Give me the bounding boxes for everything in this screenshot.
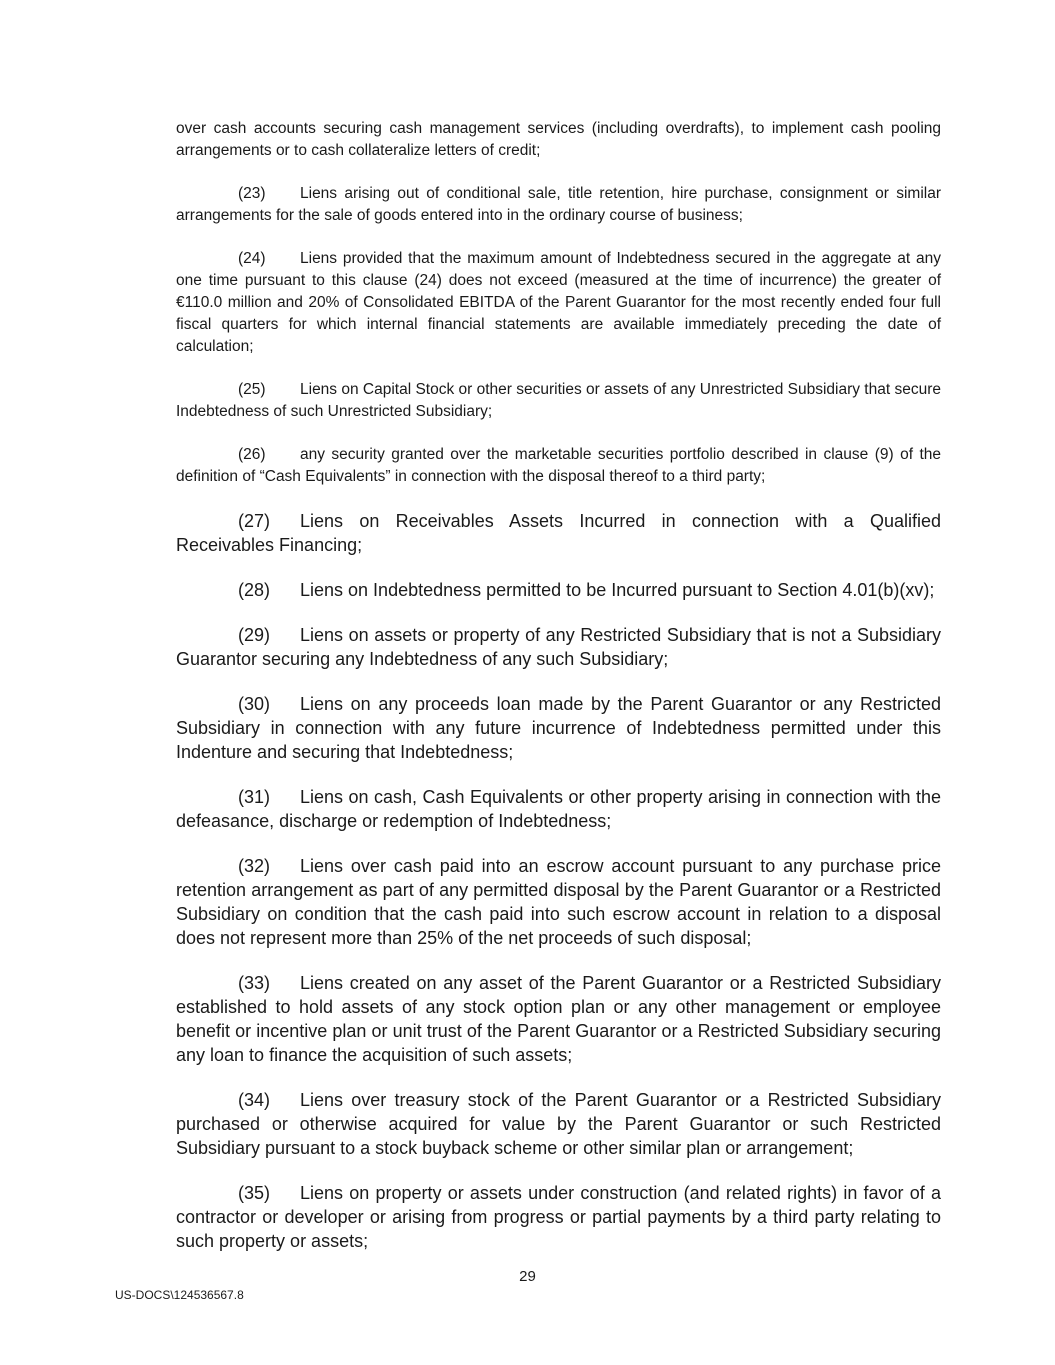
clause-text: Liens on cash, Cash Equivalents or other property arising in connection with the defeasance, discharge or redemption of Indebtedness; [176,787,941,831]
clause-text: Liens on Capital Stock or other securities or assets of any Unrestricted Subsidiary that secure Indebtedness of such Unrestricted Subsidiary; [176,381,941,420]
clause-number: (34) [238,1090,271,1110]
clause-text: Liens on assets or property of any Restricted Subsidiary that is not a Subsidiary Guarantor securing any Indebtedness of any such Subsidiary; [176,625,941,669]
clause-number: (26) [238,446,266,463]
clause-number: (31) [238,787,271,807]
clause-number: (29) [238,625,271,645]
clause-text: any security granted over the marketable securities portfolio described in clause (9) of the definition of “Cash Equivalents” in connection with the disposal thereof to a third party; [176,446,941,485]
clause-text: Liens on property or assets under construction (and related rights) in favor of a contractor or developer or arising from progress or partial payments by a third party relating to such property or assets; [176,1183,941,1251]
clause-number: (27) [238,511,271,531]
clause-35 [176,1181,941,1253]
clause-31 [176,785,941,833]
clause-text: Liens created on any asset of the Parent Guarantor or a Restricted Subsidiary established to hold assets of any stock option plan or any other management or employee benefit or incentive plan or unit trust of the Parent Guarantor or a Restricted Subsidiary securing any loan to finance the acquisition of such assets; [176,973,941,1065]
clause-text: Liens on Receivables Assets Incurred in connection with a Qualified Receivables Financing; [176,511,941,555]
clause-number: (24) [238,250,266,267]
clause-number: (28) [238,580,271,600]
clause-25 [176,379,941,423]
clause-text: Liens on Indebtedness permitted to be Incurred pursuant to Section 4.01(b)(xv); [300,580,935,600]
clause-28 [176,578,941,602]
clause-text: Liens arising out of conditional sale, title retention, hire purchase, consignment or similar arrangements for the sale of goods entered into in the ordinary course of business; [176,185,941,224]
clause-number: (33) [238,973,271,993]
clause-23 [176,183,941,227]
page-number: 29 [519,1268,536,1285]
clause-27 [176,509,941,557]
clause-text: Liens on any proceeds loan made by the Parent Guarantor or any Restricted Subsidiary in connection with any future incurrence of Indebtedness permitted under this Indenture and securing that Indebtedness; [176,694,941,762]
clause-number: (32) [238,856,271,876]
document-id: US-DOCS\124536567.8 [115,1288,244,1302]
clause-text: Liens over cash paid into an escrow account pursuant to any purchase price retention arrangement as part of any permitted disposal by the Parent Guarantor or a Restricted Subsidiary on condition that the cash paid into such escrow account in relation to a disposal does not represent more than 25% of the net proceeds of such disposal; [176,856,941,948]
clause-26 [176,444,941,488]
clause-30 [176,692,941,764]
clause-24 [176,248,941,358]
clause-text: Liens provided that the maximum amount of Indebtedness secured in the aggregate at any one time pursuant to this clause (24) does not exceed (measured at the time of incurrence) the greater of €110.0 million and 20% of Consolidated EBITDA of the Parent Guarantor for the most recently ended four full fiscal quarters for which internal financial statements are available immediately preceding the date of calculation; [176,250,941,355]
clause-number: (30) [238,694,271,714]
clause-text: Liens over treasury stock of the Parent Guarantor or a Restricted Subsidiary purchased or otherwise acquired for value by the Parent Guarantor or such Restricted Subsidiary pursuant to a stock buyback scheme or other similar plan or arrangement; [176,1090,941,1158]
clause-number: (23) [238,185,266,202]
clause-34 [176,1088,941,1160]
intro-paragraph: over cash accounts securing cash management services (including overdrafts), to implement cash pooling arrangements or to cash collateralize letters of credit; [176,120,941,159]
clause-29 [176,623,941,671]
document-body [176,118,941,1274]
clause-number: (35) [238,1183,271,1203]
clause-32 [176,854,941,950]
clause-33 [176,971,941,1067]
clause-number: (25) [238,381,266,398]
